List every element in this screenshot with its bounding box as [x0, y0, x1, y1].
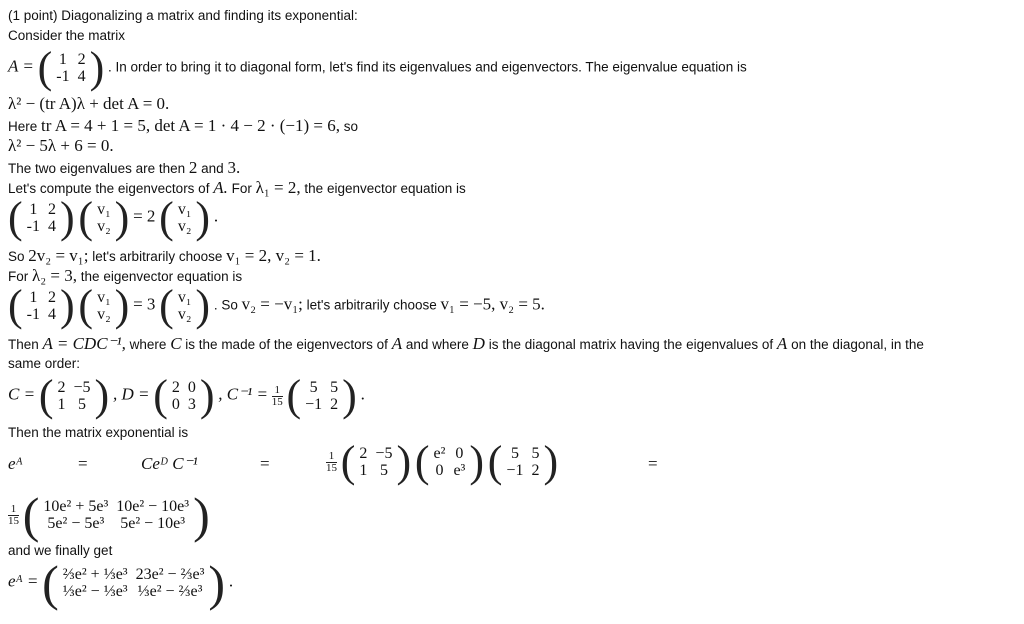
matrix-cell: 4 [47, 306, 56, 323]
compute-suffix: the eigenvector equation is [304, 181, 466, 196]
matrix-cell: v₂ [97, 306, 111, 323]
then-t2: is the made of the eigenvectors of [185, 337, 388, 352]
matrix-cell: 0 [187, 379, 196, 396]
A-label: A = [8, 56, 34, 76]
matrix-cell: e² [433, 445, 446, 462]
vector-v-eq1 [78, 193, 130, 242]
matrix-table [301, 379, 342, 413]
matrix-table [52, 51, 89, 85]
matrix-cell: 2 [47, 289, 56, 306]
matrix-cell: 2 [171, 379, 180, 396]
matrix-cell: -1 [26, 306, 40, 323]
eq-sign-1: = [78, 454, 88, 473]
matrix-table [502, 445, 543, 479]
matrix-cell: v₁ [97, 201, 111, 218]
fraction-1-15 [272, 385, 283, 408]
matrix-E [414, 437, 484, 486]
left-paren: ( [42, 555, 59, 611]
then-prefix: Then [8, 337, 39, 352]
eq-sign-2: = [260, 454, 270, 473]
left-paren: ( [37, 43, 53, 92]
matrix-D [153, 371, 215, 420]
right-paren: ) [208, 555, 226, 611]
matrix-Cinv [286, 371, 357, 420]
matrix-final [42, 555, 226, 611]
left-paren: ( [8, 193, 23, 242]
matrix-cell: 2 [77, 51, 86, 68]
matrix-cell: ⅓e² − ⅓e³ [62, 583, 128, 600]
matrix-cell: 10e² + 5e³ [43, 498, 109, 515]
matrix-cell: 2 [330, 396, 339, 413]
final-line [8, 555, 234, 611]
matrix-cell: v₁ [177, 201, 192, 218]
matrix-table [59, 566, 209, 600]
matrix-Cinv-b [487, 437, 559, 486]
exp-intro: Then the matrix exponential is [8, 425, 189, 440]
matrix-table [355, 445, 396, 479]
matrix-cell: 5 [510, 445, 519, 462]
matrix-table [93, 201, 115, 235]
dot-2: . [360, 384, 365, 404]
left-paren: ( [78, 193, 94, 242]
left-paren: ( [22, 487, 40, 543]
then-A2: A [776, 334, 788, 353]
A-description: . In order to bring it to diagonal form, let's find its eigenvalues and eigenvectors. The eigenvalue equation is [107, 59, 747, 75]
matrix-cell: -1 [56, 68, 70, 85]
compute-for: For [231, 181, 252, 196]
frac-den-c: 15 [8, 514, 19, 527]
then-D: D [472, 334, 485, 353]
matrix-C-b [340, 437, 412, 486]
char-eq: λ² − (tr A)λ + det A = 0. [8, 94, 170, 113]
matrix-cell: 5 [531, 445, 540, 462]
here-prefix: Here [8, 119, 38, 134]
matrix-A-eq1 [8, 193, 75, 242]
matrix-table [53, 379, 94, 413]
matrix-table [93, 289, 115, 323]
matrix-cell: −5 [73, 379, 91, 396]
matrix-cell: 3 [187, 396, 196, 413]
matrix-cell: ⅓e² − ⅔e³ [137, 583, 203, 600]
for2-suffix: the eigenvector equation is [80, 269, 243, 284]
matrix-cell: ⅔e² + ⅓e³ [62, 566, 128, 583]
right-paren: ) [193, 487, 210, 543]
matrix-cell: 4 [77, 68, 86, 85]
so2-prefix: . So [213, 297, 238, 313]
eq-3: = 3 [133, 294, 156, 314]
dot-1: . [213, 206, 219, 226]
matrix-cell: 5 [330, 379, 339, 396]
matrix-cell: 2 [359, 445, 368, 462]
compute-A: A. [213, 178, 228, 197]
eigenvector-eq-2 [8, 281, 545, 330]
right-paren: ) [195, 193, 211, 242]
left-paren: ( [286, 371, 302, 420]
finally-text: and we finally get [8, 543, 113, 558]
here-suffix: so [343, 119, 359, 134]
C-label: C = [8, 384, 36, 404]
right-paren: ) [195, 281, 211, 330]
frac-num: 1 [272, 385, 283, 397]
matrix-cell: 1 [58, 51, 67, 68]
and-word: and [201, 161, 224, 176]
so1-math1: 2v₂ = v₁; [28, 246, 89, 265]
frac-num-c: 1 [8, 504, 19, 516]
for2-prefix: For [8, 269, 29, 284]
matrix-table [23, 289, 60, 323]
left-paren: ( [8, 281, 23, 330]
matrix-cell: 0 [435, 462, 444, 479]
fraction-1-15-b [326, 451, 337, 474]
right-paren: ) [396, 437, 412, 486]
so1-mid: let's arbitrarily choose [92, 249, 223, 264]
left-paren: ( [159, 193, 174, 242]
matrix-table [23, 201, 60, 235]
matrix-cell: 4 [47, 218, 56, 235]
matrix-table [430, 445, 470, 479]
so1-math2: v₁ = 2, v₂ = 1. [226, 246, 321, 265]
left-paren: ( [487, 437, 503, 486]
right-paren: ) [94, 371, 110, 420]
then-C: C [170, 334, 182, 353]
matrix-A-eq2 [8, 281, 75, 330]
left-paren: ( [78, 281, 94, 330]
right-paren: ) [114, 193, 130, 242]
here-line [8, 116, 358, 136]
then-A: A [391, 334, 403, 353]
matrix-cell: -1 [26, 218, 40, 235]
big-matrix-line [8, 487, 210, 543]
matrix-cell: v₁ [97, 289, 111, 306]
matrix-cell: −5 [375, 445, 393, 462]
eq-sign-3: = [648, 454, 658, 473]
matrix-cell: 0 [171, 396, 180, 413]
matrix-cell: 1 [29, 289, 38, 306]
frac-den: 15 [271, 395, 283, 408]
right-paren: ) [199, 371, 215, 420]
matrix-cell: 5 [379, 462, 388, 479]
then-line [8, 334, 924, 354]
product-group [326, 437, 559, 486]
matrix-cell: 5 [309, 379, 318, 396]
vector-v-eq2 [78, 281, 130, 330]
eigenvalue-1: 2 [188, 158, 198, 177]
then-math: A = CDC⁻¹, [42, 334, 126, 353]
matrix-cell: v₂ [177, 306, 192, 323]
problem-header: (1 point) Diagonalizing a matrix and finding its exponential: [8, 8, 358, 23]
left-paren: ( [153, 371, 168, 420]
matrix-cell: 23e² − ⅔e³ [135, 566, 205, 583]
matrix-cell: 2 [57, 379, 66, 396]
then-t1: where [129, 337, 167, 352]
right-paren: ) [89, 43, 105, 92]
right-paren: ) [543, 437, 559, 486]
matrix-cell: 1 [57, 396, 66, 413]
vector-v-eq1-rhs [159, 193, 211, 242]
eigenvalue-2: 3. [227, 158, 241, 177]
then-t4: is the diagonal matrix having the eigenvalues of [488, 337, 774, 352]
then-t3: and where [405, 337, 469, 352]
matrix-C [38, 371, 110, 420]
C-D-Cinv-line [8, 371, 365, 420]
matrix-cell: v₂ [177, 218, 192, 235]
matrix-cell: 2 [531, 462, 540, 479]
matrix-cell: 5e² − 10e³ [120, 515, 186, 532]
so2-mid: let's arbitrarily choose [306, 297, 437, 313]
vector-v-eq2-rhs [159, 281, 211, 330]
matrix-cell: 1 [359, 462, 368, 479]
left-paren: ( [159, 281, 174, 330]
matrix-cell: 0 [455, 445, 464, 462]
matrix-cell: e³ [453, 462, 466, 479]
matrix-cell: v₂ [97, 218, 111, 235]
compute-prefix: Let's compute the eigenvectors of [8, 181, 210, 196]
compute-line [8, 178, 466, 198]
Cinv-label: , C⁻¹ = [218, 384, 268, 404]
matrix-A-line [8, 43, 747, 92]
eA-label: eᴬ [8, 454, 23, 473]
matrix-table [168, 379, 200, 413]
lambda-1: λ₁ = 2, [255, 178, 301, 197]
eigen-prefix: The two eigenvalues are then [8, 161, 186, 176]
so-line-1 [8, 246, 321, 266]
so1-prefix: So [8, 249, 25, 264]
right-paren: ) [59, 281, 75, 330]
matrix-cell: 1 [29, 201, 38, 218]
lambda-2: λ₂ = 3, [32, 266, 78, 285]
matrix-cell: 2 [47, 201, 56, 218]
right-paren: ) [342, 371, 357, 420]
matrix-cell: −1 [506, 462, 524, 479]
matrix-A [37, 43, 105, 92]
frac-num-b: 1 [326, 451, 337, 463]
matrix-cell: 5e² − 5e³ [47, 515, 105, 532]
matrix-cell: 5 [78, 396, 86, 413]
matrix-table [174, 201, 196, 235]
left-paren: ( [38, 371, 54, 420]
eigenvector-eq-1 [8, 193, 219, 242]
dot-3: . [228, 571, 234, 591]
so2-math2: v₁ = −5, v₂ = 5. [440, 294, 545, 314]
matrix-table [39, 498, 193, 532]
same-order: same order: [8, 356, 81, 371]
char-eq-2: λ² − 5λ + 6 = 0. [8, 136, 114, 155]
right-paren: ) [114, 281, 130, 330]
left-paren: ( [414, 437, 430, 486]
so2-math1: v₂ = −v₁; [241, 294, 303, 314]
CeDC: Ceᴰ C⁻¹ [141, 454, 198, 473]
then-t5: on the diagonal, in the [791, 337, 924, 352]
fraction-1-15-c [8, 504, 19, 527]
left-paren: ( [340, 437, 356, 486]
eA-eq-label: eᴬ = [8, 571, 39, 591]
matrix-table [174, 289, 196, 323]
eq-2: = 2 [133, 206, 156, 226]
right-paren: ) [59, 193, 75, 242]
matrix-cell: −1 [305, 396, 323, 413]
matrix-cell: v₁ [177, 289, 192, 306]
frac-den-b: 15 [326, 461, 337, 474]
D-label: , D = [112, 384, 150, 404]
right-paren: ) [469, 437, 484, 486]
matrix-big [22, 487, 210, 543]
here-math: tr A = 4 + 1 = 5, det A = 1 · 4 − 2 · (−1) = 6, [41, 116, 340, 135]
consider-text: Consider the matrix [8, 28, 126, 43]
eigenvalues-line [8, 158, 240, 178]
matrix-cell: 10e² − 10e³ [116, 498, 190, 515]
